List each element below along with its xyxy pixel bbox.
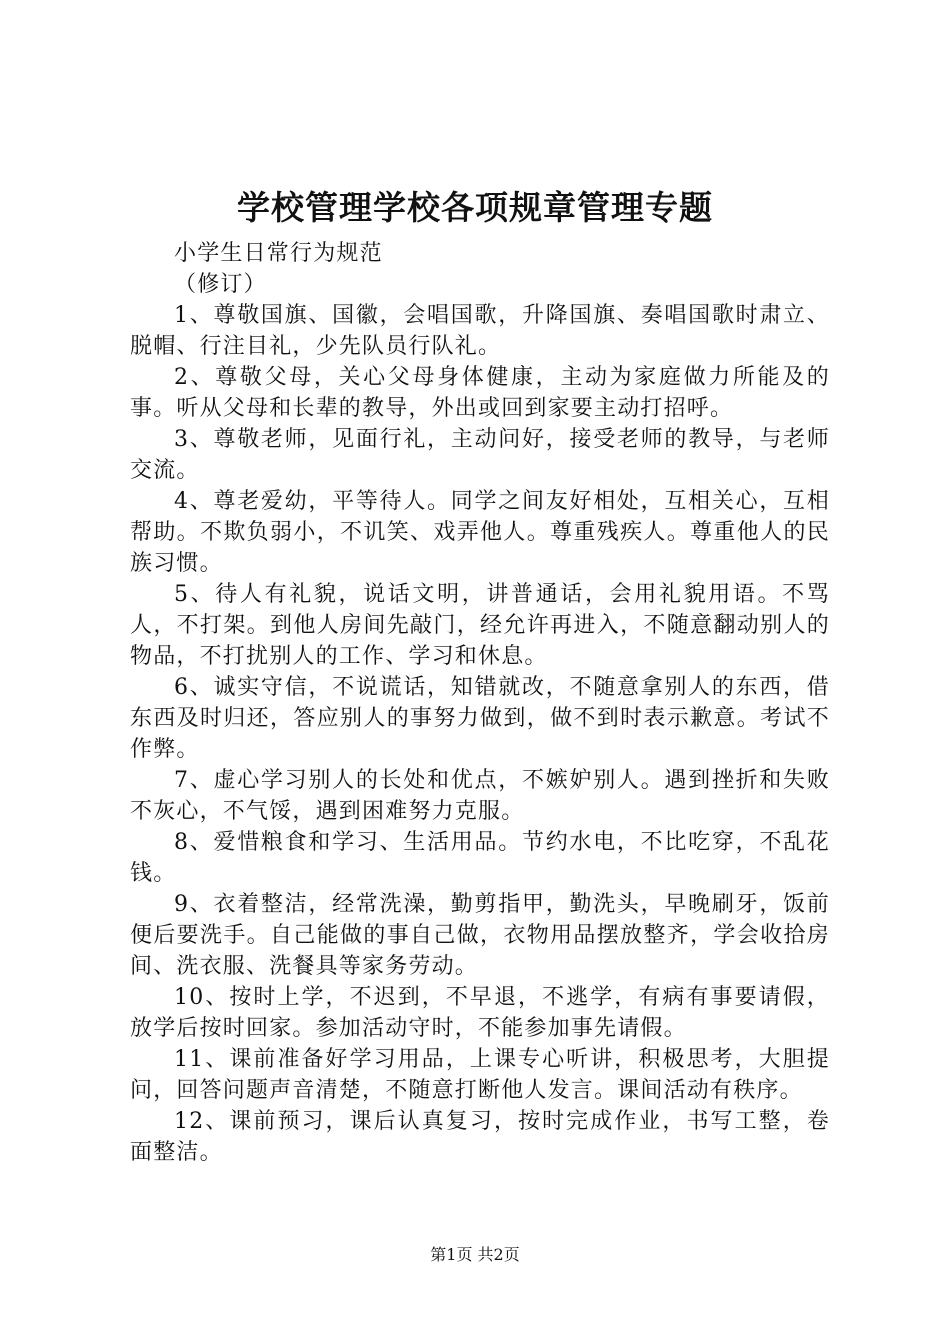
rule-paragraph-10: 10、按时上学，不迟到，不早退，不逃学，有病有事要请假，放学后按时回家。参加活动守时，不能参加事先请假。 <box>130 985 830 1041</box>
rule-paragraph-4: 4、尊老爱幼，平等待人。同学之间友好相处，互相关心，互相帮助。不欺负弱小，不讥笑、戏弄他人。尊重残疾人。尊重他人的民族习惯。 <box>130 489 830 576</box>
rule-paragraph-9: 9、衣着整洁，经常洗澡，勤剪指甲，勤洗头，早晚刷牙，饭前便后要洗手。自己能做的事自己做，衣物用品摆放整齐，学会收拾房间、洗衣服、洗餐具等家务劳动。 <box>130 892 830 979</box>
rule-paragraph-2: 2、尊敬父母，关心父母身体健康，主动为家庭做力所能及的事。听从父母和长辈的教导，外出或回到家要主动打招呼。 <box>130 365 830 421</box>
rule-paragraph-8: 8、爱惜粮食和学习、生活用品。节约水电，不比吃穿，不乱花钱。 <box>130 830 830 886</box>
rule-paragraph-12: 12、课前预习，课后认真复习，按时完成作业，书写工整，卷面整洁。 <box>130 1109 830 1165</box>
rule-paragraph-11: 11、课前准备好学习用品，上课专心听讲，积极思考，大胆提问，回答问题声音清楚，不随意打断他人发言。课间活动有秩序。 <box>130 1047 830 1103</box>
document-title: 学校管理学校各项规章管理专题 <box>237 188 713 227</box>
rule-paragraph-7: 7、虚心学习别人的长处和优点，不嫉妒别人。遇到挫折和失败不灰心，不气馁，遇到困难努力克服。 <box>130 768 830 824</box>
revision-note: （修订） <box>174 272 267 297</box>
document-body <box>130 238 830 1168</box>
page-footer <box>0 1243 950 1267</box>
rule-paragraph-1: 1、尊敬国旗、国徽，会唱国歌，升降国旗、奏唱国歌时肃立、脱帽、行注目礼，少先队员行队礼。 <box>130 303 830 359</box>
rule-paragraph-5: 5、待人有礼貌，说话文明，讲普通话，会用礼貌用语。不骂人，不打架。到他人房间先敲门，经允许再进入，不随意翻动别人的物品，不打扰别人的工作、学习和休息。 <box>130 582 830 669</box>
rule-paragraph-6: 6、诚实守信，不说谎话，知错就改，不随意拿别人的东西，借东西及时归还，答应别人的事努力做到，做不到时表示歉意。考试不作弊。 <box>130 675 830 762</box>
rule-paragraph-3: 3、尊敬老师，见面行礼，主动问好，接受老师的教导，与老师交流。 <box>130 427 830 483</box>
page-indicator: 第1页 共2页 <box>430 1245 520 1264</box>
document-subtitle: 小学生日常行为规范 <box>174 241 383 266</box>
